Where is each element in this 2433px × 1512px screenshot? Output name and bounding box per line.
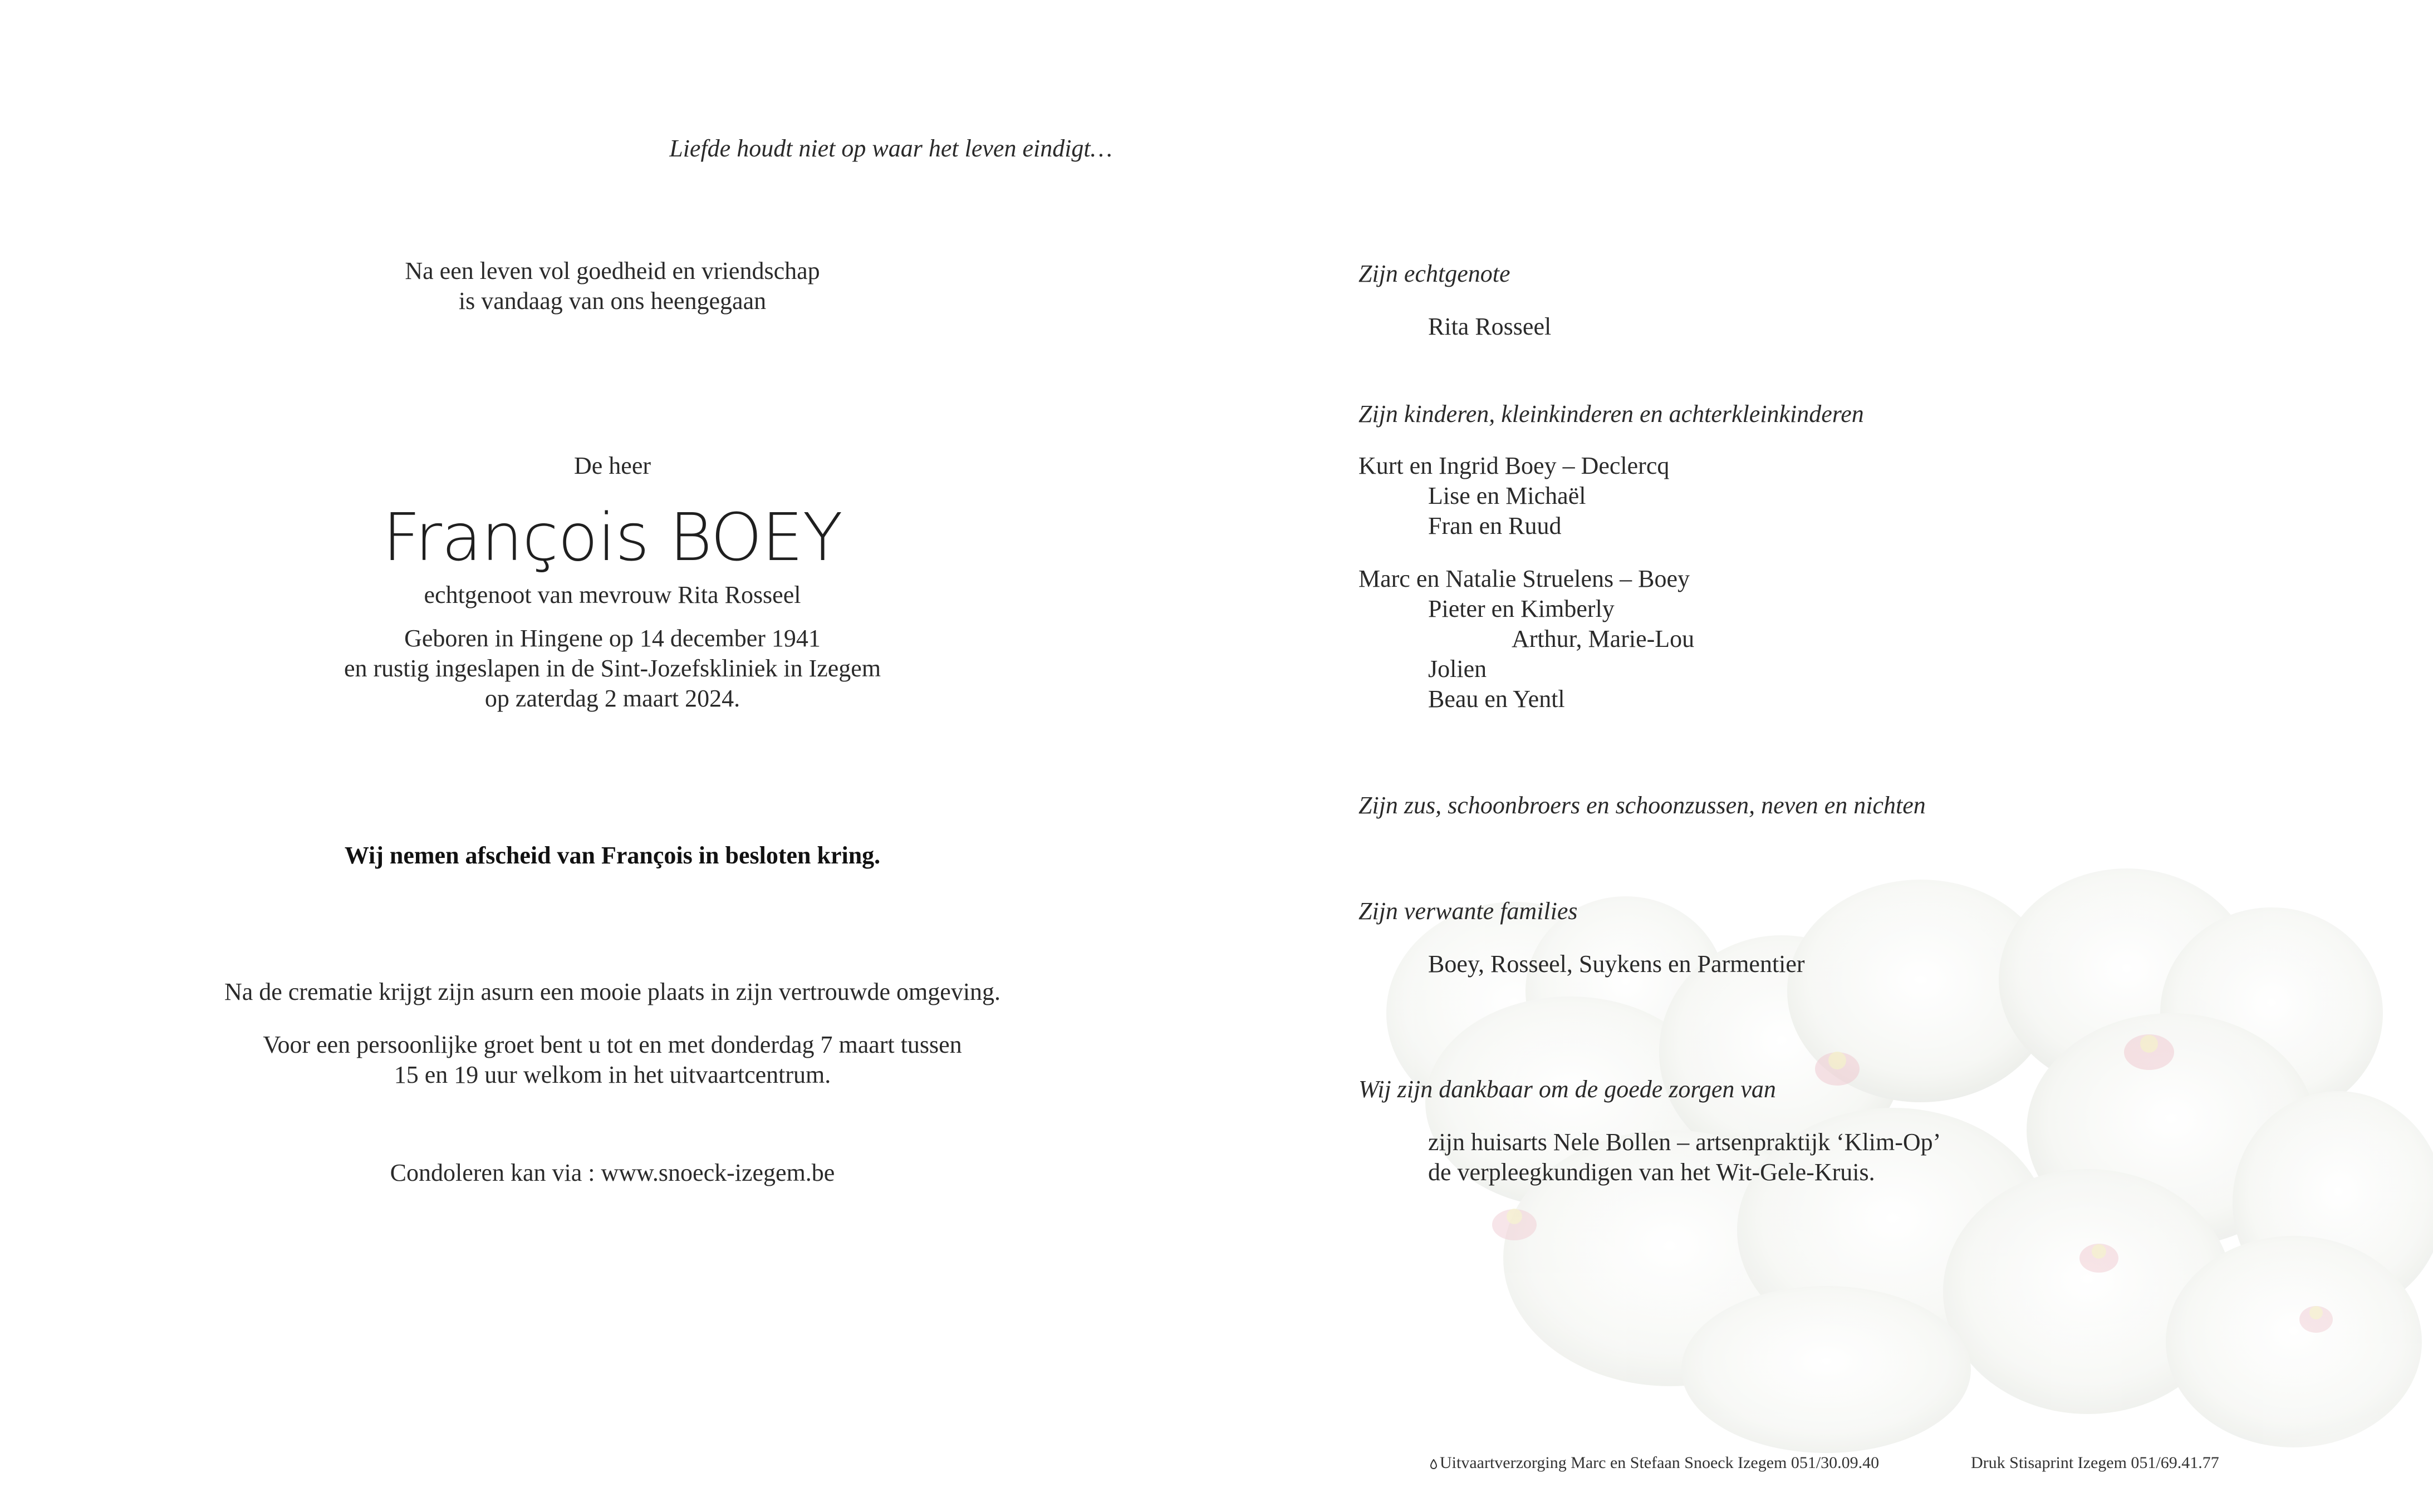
printer-credit: Druk Stisaprint Izegem 051/69.41.77 — [1971, 1454, 2219, 1472]
born-line-3: op zaterdag 2 maart 2024. — [484, 685, 740, 712]
born-line-1: Geboren in Hingene op 14 december 1941 — [404, 625, 821, 652]
motto-text: Liefde houdt niet op waar het leven eindigt… — [669, 135, 1112, 162]
deceased-name: François BOEY — [382, 499, 842, 576]
spouse-name: Rita Rosseel — [1428, 313, 1552, 340]
heading-thanks: Wij zijn dankbaar om de goede zorgen van — [1358, 1076, 1776, 1103]
visit-line-2: 15 en 19 uur welkom in het uitvaartcentrum. — [394, 1061, 831, 1088]
family-2-kid-3: Beau en Yentl — [1428, 685, 1565, 713]
heading-children: Zijn kinderen, kleinkinderen en achterkleinkinderen — [1358, 400, 1864, 428]
born-line-2: en rustig ingeslapen in de Sint-Jozefskliniek in Izegem — [344, 655, 881, 682]
intro-line-1: Na een leven vol goedheid en vriendschap — [405, 257, 820, 284]
undertaker-text: Uitvaartverzorging Marc en Stefaan Snoeck Izegem 051/30.09.40 — [1440, 1454, 1880, 1472]
thanks-line-1: zijn huisarts Nele Bollen – artsenpraktijk ‘Klim-Op’ — [1428, 1128, 1941, 1156]
intro-line-2: is vandaag van ons heengegaan — [458, 287, 767, 315]
heading-families: Zijn verwante families — [1358, 897, 1578, 925]
family-1-kid-2: Fran en Ruud — [1428, 512, 1562, 539]
drop-icon — [1430, 1459, 1438, 1469]
intro-text — [278, 256, 946, 316]
visit-line-1: Voor een persoonlijke groet bent u tot en met donderdag 7 maart tussen — [263, 1031, 962, 1058]
heading-spouse: Zijn echtgenote — [1358, 260, 1510, 287]
cremation-text: Na de crematie krijgt zijn asurn een mooie plaats in zijn vertrouwde omgeving. — [224, 978, 1001, 1005]
farewell-statement: Wij nemen afscheid van François in besloten kring. — [344, 842, 881, 869]
family-1-parents: Kurt en Ingrid Boey – Declercq — [1358, 452, 1670, 479]
family-2-grandkids: Arthur, Marie-Lou — [1512, 625, 1695, 652]
family-1-kid-1: Lise en Michaël — [1428, 482, 1586, 509]
family-2-kid-2: Jolien — [1428, 655, 1487, 683]
visitation-text — [167, 1030, 1058, 1090]
birth-death-text — [167, 624, 1058, 714]
thanks-line-2: de verpleegkundigen van het Wit-Gele-Kruis. — [1428, 1158, 1875, 1186]
family-2-parents: Marc en Natalie Struelens – Boey — [1358, 565, 1690, 592]
condolence-text: Condoleren kan via : www.snoeck-izegem.be — [390, 1159, 835, 1186]
family-2-kid-1: Pieter en Kimberly — [1428, 595, 1615, 622]
salutation: De heer — [573, 452, 651, 479]
related-families: Boey, Rosseel, Suykens en Parmentier — [1428, 950, 1805, 978]
heading-siblings: Zijn zus, schoonbroers en schoonzussen, neven en nichten — [1358, 792, 1926, 819]
spouse-line: echtgenoot van mevrouw Rita Rosseel — [424, 581, 801, 608]
